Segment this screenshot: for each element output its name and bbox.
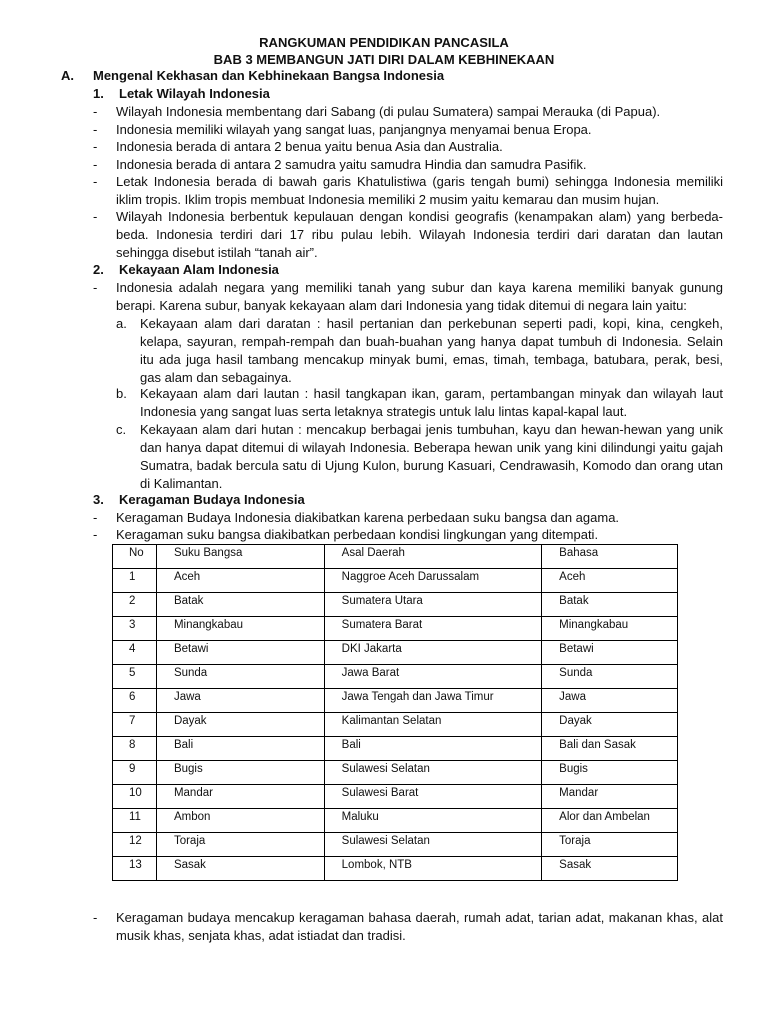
bullet-dash: - (93, 209, 98, 224)
cell-bahasa: Betawi (542, 641, 678, 665)
cell-asal-daerah: Sumatera Barat (324, 617, 542, 641)
cell-suku-bangsa: Aceh (156, 569, 324, 593)
cell-suku-bangsa: Batak (156, 593, 324, 617)
cell-asal-daerah: Bali (324, 737, 542, 761)
bullet-text: Keragaman Budaya Indonesia diakibatkan karena perbedaan suku bangsa dan agama. (116, 510, 620, 525)
bullet-item (93, 156, 723, 174)
cell-suku-bangsa: Minangkabau (156, 617, 324, 641)
table-row (113, 689, 678, 713)
subsection-1-number: 1. (93, 86, 104, 101)
section-a-letter: A. (61, 68, 74, 83)
cell-suku-bangsa: Bali (156, 737, 324, 761)
bullet-item (93, 103, 723, 121)
closing-bullet-item (93, 909, 723, 945)
cell-no: 4 (113, 641, 157, 665)
table-row (113, 593, 678, 617)
list-item-text: Kekayaan alam dari daratan : hasil pertanian dan perkebunan seperti padi, kopi, kina, cengkeh, kelapa, sayuran, rempah-rempah dan buah-buahan yang hanya dapat tumbuh di Indonesia. Selain itu ada juga hasil tambang mencakup minyak bumi, emas, timah, tembaga, batubara, perak, besi, gas alam dan sebagainya. (140, 316, 723, 385)
subsection-2-title: Kekayaan Alam Indonesia (119, 262, 279, 277)
bullet-dash: - (93, 280, 98, 295)
cell-asal-daerah: Jawa Tengah dan Jawa Timur (324, 689, 542, 713)
list-item-label: c. (116, 422, 127, 437)
cell-bahasa: Bugis (542, 761, 678, 785)
bullet-text: Keragaman budaya mencakup keragaman bahasa daerah, rumah adat, tarian adat, makanan khas, alat musik khas, senjata khas, adat istiadat dan tradisi. (116, 910, 723, 943)
document-title: RANGKUMAN PENDIDIKAN PANCASILA (259, 35, 509, 50)
bullet-item (93, 121, 723, 139)
cell-bahasa: Jawa (542, 689, 678, 713)
subsection-2-number: 2. (93, 262, 104, 277)
cell-asal-daerah: Lombok, NTB (324, 857, 542, 881)
column-header-bahasa: Bahasa (542, 545, 678, 569)
table-header-row (113, 545, 678, 569)
section-a-title: Mengenal Kekhasan dan Kebhinekaan Bangsa Indonesia (93, 68, 445, 83)
cell-suku-bangsa: Dayak (156, 713, 324, 737)
cell-suku-bangsa: Mandar (156, 785, 324, 809)
subsection-1-title: Letak Wilayah Indonesia (119, 86, 270, 101)
column-header-asal-daerah: Asal Daerah (324, 545, 542, 569)
cell-asal-daerah: Sulawesi Selatan (324, 833, 542, 857)
table-row (113, 761, 678, 785)
column-header-suku-bangsa: Suku Bangsa (156, 545, 324, 569)
cell-bahasa: Mandar (542, 785, 678, 809)
cell-suku-bangsa: Toraja (156, 833, 324, 857)
cell-asal-daerah: Sulawesi Selatan (324, 761, 542, 785)
cell-no: 3 (113, 617, 157, 641)
table-row (113, 737, 678, 761)
cell-no: 13 (113, 857, 157, 881)
table-row (113, 665, 678, 689)
cell-no: 11 (113, 809, 157, 833)
section-a-heading (61, 68, 444, 84)
cell-bahasa: Sasak (542, 857, 678, 881)
bullet-item (93, 509, 723, 527)
bullet-item (93, 208, 723, 262)
bullet-text: Indonesia memiliki wilayah yang sangat luas, panjangnya menyamai benua Eropa. (116, 122, 592, 137)
bullet-dash: - (93, 510, 98, 525)
cell-bahasa: Aceh (542, 569, 678, 593)
cell-no: 2 (113, 593, 157, 617)
bullet-item (93, 173, 723, 209)
bullet-text: Indonesia berada di antara 2 samudra yaitu samudra Hindia dan samudra Pasifik. (116, 157, 587, 172)
bullet-text: Wilayah Indonesia membentang dari Sabang (di pulau Sumatera) sampai Merauka (di Papua). (116, 104, 661, 119)
cell-asal-daerah: Maluku (324, 809, 542, 833)
bullet-item (93, 279, 723, 315)
bullet-item (93, 138, 723, 156)
table-row (113, 569, 678, 593)
list-item-text: Kekayaan alam dari lautan : hasil tangkapan ikan, garam, pertambangan minyak dan wilayah laut Indonesia yang sangat luas serta letaknya strategis untuk lalu lintas kapal-kapal laut. (140, 386, 723, 419)
table-row (113, 833, 678, 857)
bullet-text: Indonesia adalah negara yang memiliki tanah yang subur dan kaya karena memiliki banyak gunung berapi. Karena subur, banyak kekayaan alam dari Indonesia yang tidak ditemui di negara lain yaitu: (116, 280, 723, 313)
table-row (113, 617, 678, 641)
cell-asal-daerah: Naggroe Aceh Darussalam (324, 569, 542, 593)
subsection-3-number: 3. (93, 492, 104, 507)
cell-asal-daerah: Kalimantan Selatan (324, 713, 542, 737)
cell-bahasa: Dayak (542, 713, 678, 737)
list-item (116, 421, 723, 493)
cell-suku-bangsa: Ambon (156, 809, 324, 833)
cell-bahasa: Bali dan Sasak (542, 737, 678, 761)
cell-asal-daerah: Sulawesi Barat (324, 785, 542, 809)
cell-suku-bangsa: Sasak (156, 857, 324, 881)
bullet-dash: - (93, 104, 98, 119)
bullet-text: Keragaman suku bangsa diakibatkan perbedaan kondisi lingkungan yang ditempati. (116, 527, 599, 542)
bullet-dash: - (93, 139, 98, 154)
cell-suku-bangsa: Betawi (156, 641, 324, 665)
bullet-dash: - (93, 527, 98, 542)
bullet-dash: - (93, 157, 98, 172)
list-item-label: b. (116, 386, 127, 401)
cell-suku-bangsa: Jawa (156, 689, 324, 713)
cell-no: 10 (113, 785, 157, 809)
cell-no: 12 (113, 833, 157, 857)
cell-suku-bangsa: Sunda (156, 665, 324, 689)
list-item-text: Kekayaan alam dari hutan : mencakup berbagai jenis tumbuhan, kayu dan hewan-hewan yang unik dan hanya dapat ditemui di wilayah Indonesia. Beberapa hewan unik yang kini dilindungi yaitu gajah Sumatra, badak bercula satu di Ujung Kulon, burung Kasuari, Cendrawasih, Komodo dan orang utan di Kalimantan. (140, 422, 723, 491)
cell-no: 6 (113, 689, 157, 713)
list-item-label: a. (116, 316, 127, 331)
cell-no: 5 (113, 665, 157, 689)
subsection-2-heading (93, 262, 279, 278)
cell-suku-bangsa: Bugis (156, 761, 324, 785)
cell-bahasa: Batak (542, 593, 678, 617)
subsection-3-heading (93, 492, 305, 508)
cell-no: 7 (113, 713, 157, 737)
bullet-item (93, 526, 723, 544)
bullet-text: Indonesia berada di antara 2 benua yaitu benua Asia dan Australia. (116, 139, 503, 154)
table-row (113, 809, 678, 833)
table-row (113, 785, 678, 809)
subsection-3-title: Keragaman Budaya Indonesia (119, 492, 305, 507)
table-row (113, 857, 678, 881)
bullet-dash: - (93, 174, 98, 189)
bullet-dash: - (93, 910, 98, 925)
bullet-text: Wilayah Indonesia berbentuk kepulauan dengan kondisi geografis (kenampakan alam) yang berbeda-beda. Indonesia terdiri dari 17 ribu pulau lebih. Wilayah Indonesia terdiri dari daratan dan lautan sehingga disebut istilah “tanah air”. (116, 209, 723, 260)
cell-no: 8 (113, 737, 157, 761)
table-row (113, 713, 678, 737)
cell-asal-daerah: Jawa Barat (324, 665, 542, 689)
cell-bahasa: Sunda (542, 665, 678, 689)
cell-bahasa: Minangkabau (542, 617, 678, 641)
column-header-no: No (113, 545, 157, 569)
table-row (113, 641, 678, 665)
list-item (116, 315, 723, 387)
bullet-text: Letak Indonesia berada di bawah garis Khatulistiwa (garis tengah bumi) sehingga Indonesia memiliki iklim tropis. Iklim tropis membuat Indonesia memiliki 2 musim yaitu kemarau dan musim hujan. (116, 174, 723, 207)
ethnic-groups-table (112, 544, 678, 881)
bullet-dash: - (93, 122, 98, 137)
chapter-title: BAB 3 MEMBANGUN JATI DIRI DALAM KEBHINEKAAN (213, 52, 555, 67)
subsection-1-heading (93, 86, 270, 102)
cell-no: 1 (113, 569, 157, 593)
cell-bahasa: Toraja (542, 833, 678, 857)
cell-asal-daerah: DKI Jakarta (324, 641, 542, 665)
list-item (116, 385, 723, 421)
cell-no: 9 (113, 761, 157, 785)
cell-asal-daerah: Sumatera Utara (324, 593, 542, 617)
cell-bahasa: Alor dan Ambelan (542, 809, 678, 833)
